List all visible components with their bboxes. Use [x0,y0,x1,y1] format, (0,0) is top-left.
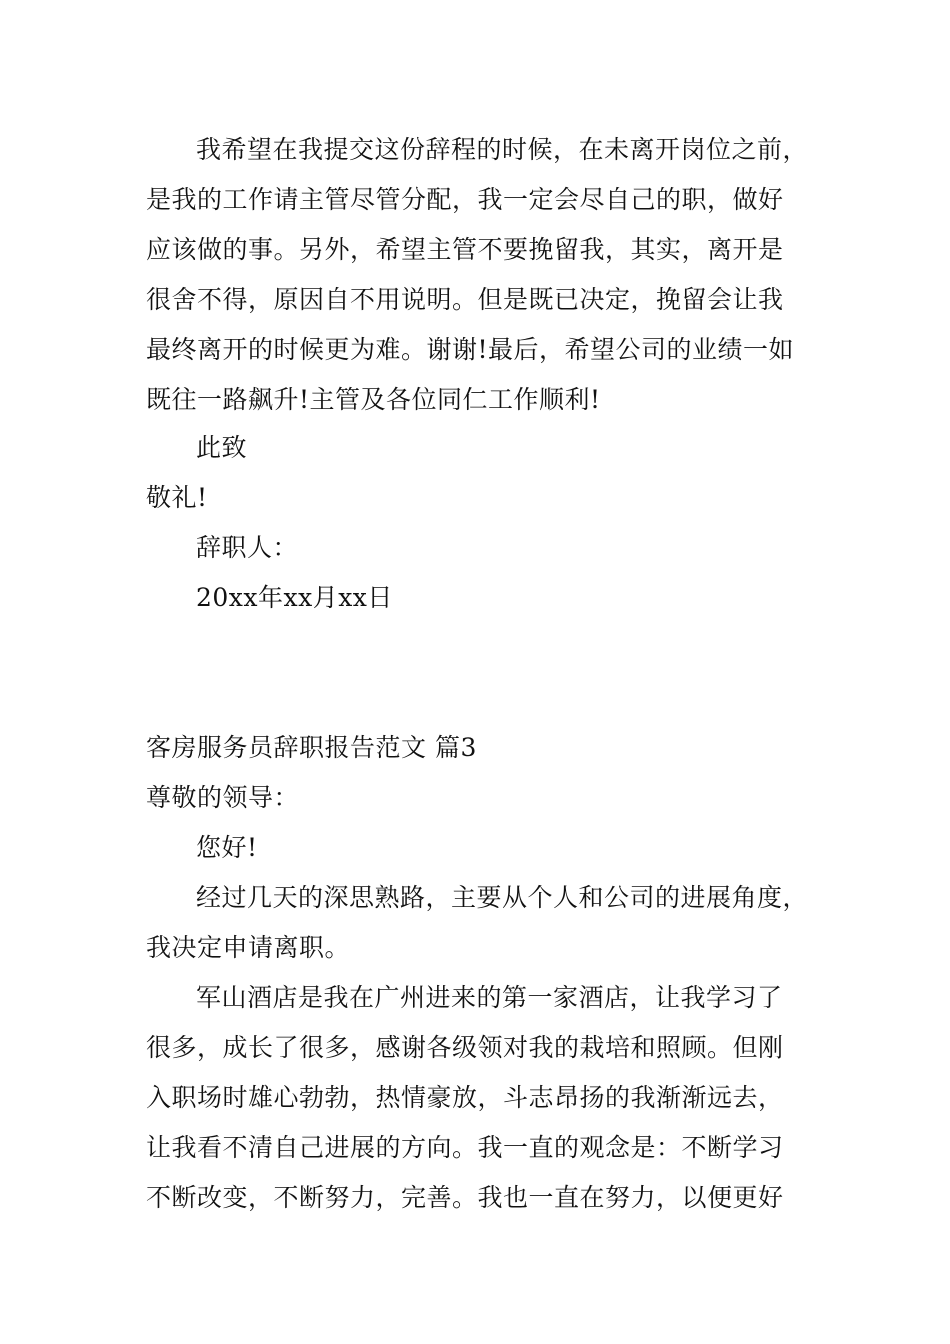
paragraph-line: 经过几天的深思熟路，主要从个人和公司的进展角度， [196,883,809,912]
paragraph-line: 是我的工作请主管尽管分配，我一定会尽自己的职，做好 [146,185,784,214]
paragraph-line: 我决定申请离职。 [146,933,351,962]
paragraph-line: 既往一路飙升!主管及各位同仁工作顺利! [146,385,601,414]
paragraph-line: 很多，成长了很多，感谢各级领对我的栽培和照顾。但刚 [146,1033,784,1062]
greeting-text: 尊敬的领导： [146,783,300,812]
paragraph-line: 让我看不清自己进展的方向。我一直的观念是：不断学习 [146,1133,784,1162]
section-title: 客房服务员辞职报告范文 篇3 [146,733,477,762]
paragraph-line: 应该做的事。另外，希望主管不要挽留我，其实，离开是 [146,235,784,264]
hello-text: 您好! [196,833,258,862]
salute-text: 敬礼! [146,483,208,512]
paragraph-line: 不断改变，不断努力，完善。我也一直在努力，以便更好 [146,1183,784,1212]
paragraph-line: 我希望在我提交这份辞程的时候，在未离开岗位之前， [196,135,809,164]
signer-label: 辞职人： [196,533,299,562]
date-text: 20xx年xx月xx日 [196,583,393,612]
paragraph-line: 最终离开的时候更为难。谢谢!最后，希望公司的业绩一如 [146,335,795,364]
paragraph-line: 入职场时雄心勃勃，热情豪放，斗志昂扬的我渐渐远去， [146,1083,784,1112]
paragraph-line: 很舍不得，原因自不用说明。但是既已决定，挽留会让我 [146,285,784,314]
closing-text: 此致 [196,433,248,462]
paragraph-line: 军山酒店是我在广州进来的第一家酒店，让我学习了 [196,983,783,1012]
